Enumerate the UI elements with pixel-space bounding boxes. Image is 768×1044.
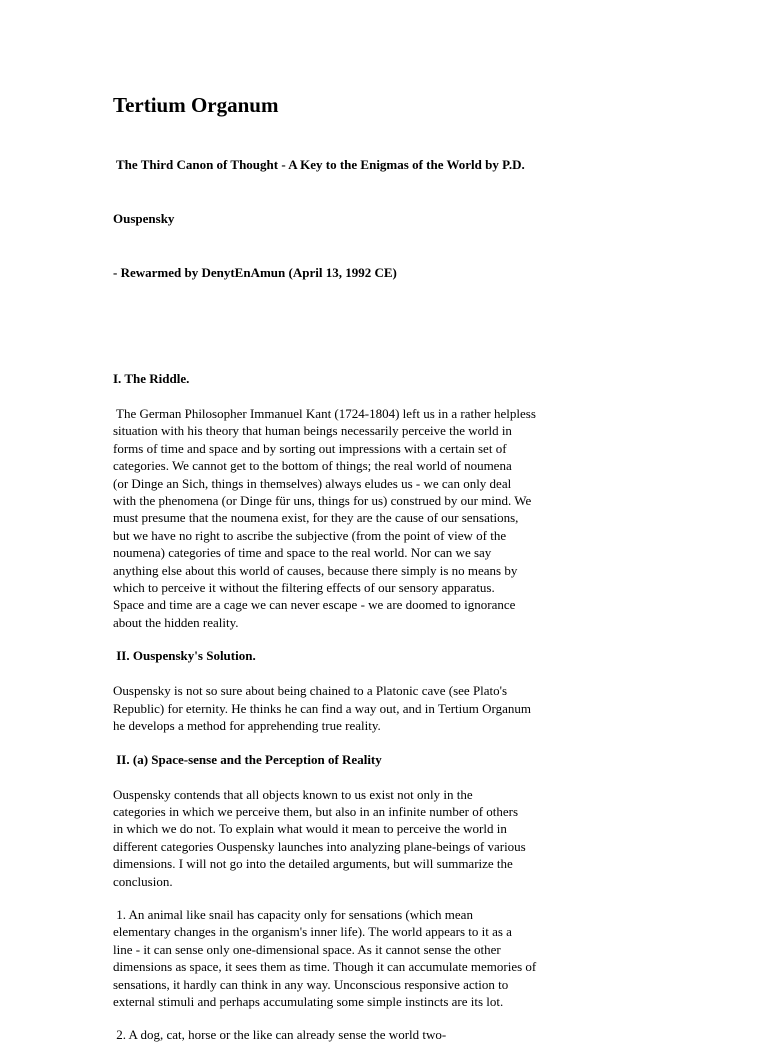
paragraph-space-sense: [113, 786, 633, 890]
paragraph-line: but we have no right to ascribe the subjective (from the point of view of the: [113, 527, 507, 543]
paragraph-line: The German Philosopher Immanuel Kant (1724-1804) left us in a rather helpless: [113, 406, 536, 421]
paragraph-line: categories in which we perceive them, but also in an infinite number of others: [113, 803, 519, 819]
paragraph-line: (or Dinge an Sich, things in themselves) always eludes us - we can only deal: [113, 475, 512, 491]
paragraph-line: he develops a method for apprehending true reality.: [113, 718, 381, 734]
paragraph-line: line - it can sense only one-dimensional space. As it cannot sense the other: [113, 941, 501, 957]
document-page: [113, 92, 633, 1044]
document-title: Tertium Organum: [113, 93, 279, 117]
paragraph-line: dimensions as space, it sees them as time. Though it can accumulate memories of: [113, 959, 537, 975]
paragraph-point-1: [113, 906, 633, 1010]
paragraph-line: anything else about this world of causes, because there simply is no means by: [113, 562, 518, 578]
section-heading-riddle: I. The Riddle.: [113, 371, 190, 386]
paragraph-line: different categories Ouspensky launches into analyzing plane-beings of various: [113, 838, 526, 854]
paragraph-line: 1. An animal like snail has capacity only for sensations (which mean: [113, 906, 473, 922]
paragraph-line: in which we do not. To explain what would it mean to perceive the world in: [113, 821, 507, 837]
paragraph-line: elementary changes in the organism's inner life). The world appears to it as a: [113, 924, 512, 940]
paragraph-line: 2. A dog, cat, horse or the like can already sense the world two-: [113, 1027, 447, 1043]
section-heading-space-sense: II. (a) Space-sense and the Perception of Reality: [113, 751, 382, 767]
subtitle-line: Ouspensky: [113, 211, 175, 226]
paragraph-line: Ouspensky contends that all objects known to us exist not only in the: [113, 786, 473, 802]
paragraph-line: noumena) categories of time and space to the real world. Nor can we say: [113, 545, 492, 561]
subtitle-line: - Rewarmed by DenytEnAmun (April 13, 1992 CE): [113, 265, 397, 280]
paragraph-line: dimensions. I will not go into the detailed arguments, but will summarize the: [113, 856, 513, 872]
paragraph-line: Space and time are a cage we can never escape - we are doomed to ignorance: [113, 597, 516, 613]
paragraph-line: must presume that the noumena exist, for they are the cause of our sensations,: [113, 510, 519, 526]
paragraph-line: Republic) for eternity. He thinks he can find a way out, and in Tertium Organum: [113, 700, 531, 716]
paragraph-line: conclusion.: [113, 873, 173, 889]
paragraph-line: forms of time and space and by sorting out impressions with a certain set of: [113, 440, 507, 456]
paragraph-line: external stimuli and perhaps accumulating some simple instincts are its lot.: [113, 993, 504, 1009]
paragraph-line: which to perceive it without the filtering effects of our sensory apparatus.: [113, 580, 495, 596]
paragraph-line: Ouspensky is not so sure about being chained to a Platonic cave (see Plato's: [113, 683, 508, 699]
paragraph-line: about the hidden reality.: [113, 614, 239, 630]
paragraph-solution: [113, 682, 633, 734]
paragraph-point-2: [113, 1026, 633, 1043]
document-subtitle: [113, 120, 633, 318]
section-heading-solution: II. Ouspensky's Solution.: [113, 648, 256, 664]
paragraph-line: situation with his theory that human beings necessarily perceive the world in: [113, 423, 512, 439]
paragraph-line: sensations, it hardly can think in any way. Unconscious responsive action to: [113, 976, 509, 992]
paragraph-line: with the phenomena (or Dinge für uns, things for us) construed by our mind. We: [113, 493, 532, 509]
paragraph-line: categories. We cannot get to the bottom of things; the real world of noumena: [113, 458, 512, 474]
subtitle-line: The Third Canon of Thought - A Key to the Enigmas of the World by P.D.: [113, 157, 525, 172]
paragraph-riddle: [113, 405, 633, 631]
